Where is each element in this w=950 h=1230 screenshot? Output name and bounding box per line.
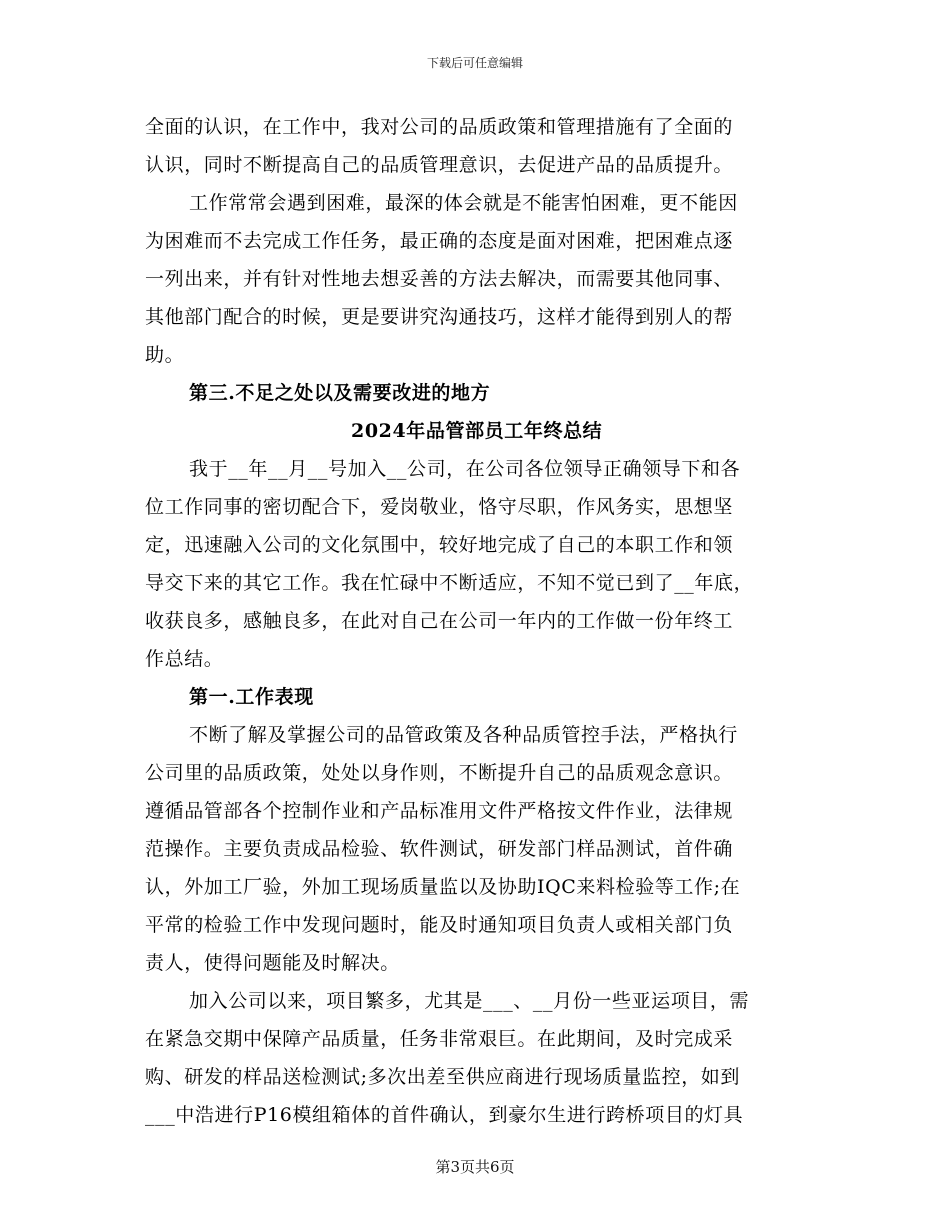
paragraph-start: 我于__年__月__号加入__公司，在公司各位领导正确领导下和各: [189, 458, 741, 480]
document-title: 2024年品管部员工年终总结: [351, 420, 603, 442]
text-line: 定，迅速融入公司的文化氛围中，较好地完成了自己的本职工作和领: [145, 534, 734, 556]
text-line: 导交下来的其它工作。我在忙碌中不断适应，不知不觉已到了__年底，: [145, 572, 754, 594]
text-line: 收获良多，感触良多，在此对自己在公司一年内的工作做一份年终工: [145, 610, 734, 632]
text-line: 作总结。: [145, 648, 224, 670]
text-line: 认，外加工厂验，外加工现场质量监以及协助IQC来料检验等工作;在: [145, 876, 741, 898]
text-line: 全面的认识，在工作中，我对公司的品质政策和管理措施有了全面的: [145, 116, 734, 138]
text-line: 认识，同时不断提高自己的品质管理意识，去促进产品的品质提升。: [145, 154, 734, 176]
document-body: [145, 108, 805, 1134]
text-line: 一列出来，并有针对性地去想妥善的方法去解决，而需要其他同事、: [145, 268, 734, 290]
paragraph-start: 加入公司以来，项目繁多，尤其是___、__月份一些亚运项目，需: [189, 990, 750, 1012]
text-line: 助。: [145, 344, 185, 366]
text-line: 购、研发的样品送检测试;多次出差至供应商进行现场质量监控，如到: [145, 1066, 741, 1088]
text-line: ___中浩进行P16模组箱体的首件确认，到豪尔生进行跨桥项目的灯具: [145, 1104, 744, 1126]
text-line: 平常的检验工作中发现问题时，能及时通知项目负责人或相关部门负: [145, 914, 734, 936]
text-line: 遵循品管部各个控制作业和产品标准用文件严格按文件作业，法律规: [145, 800, 734, 822]
section-heading: 第一.工作表现: [189, 686, 314, 708]
text-line: 位工作同事的密切配合下，爱岗敬业，恪守尽职，作风务实，思想坚: [145, 496, 734, 518]
text-line: 为困难而不去完成工作任务，最正确的态度是面对困难，把困难点逐: [145, 230, 734, 252]
text-line: 范操作。主要负责成品检验、软件测试，研发部门样品测试，首件确: [145, 838, 734, 860]
page-footer: 第3页共6页: [435, 1158, 515, 1176]
page-header: 下载后可任意编辑: [426, 56, 523, 70]
text-line: 其他部门配合的时候，更是要讲究沟通技巧，这样才能得到别人的帮: [145, 306, 734, 328]
section-heading: 第三.不足之处以及需要改进的地方: [189, 382, 491, 404]
text-line: 责人，使得问题能及时解决。: [145, 952, 400, 974]
paragraph-start: 工作常常会遇到困难，最深的体会就是不能害怕困难，更不能因: [189, 192, 738, 214]
paragraph-start: 不断了解及掌握公司的品管政策及各种品质管控手法，严格执行: [189, 724, 738, 746]
text-line: 公司里的品质政策，处处以身作则，不断提升自己的品质观念意识。: [145, 762, 734, 784]
text-line: 在紧急交期中保障产品质量，任务非常艰巨。在此期间，及时完成采: [145, 1028, 734, 1050]
